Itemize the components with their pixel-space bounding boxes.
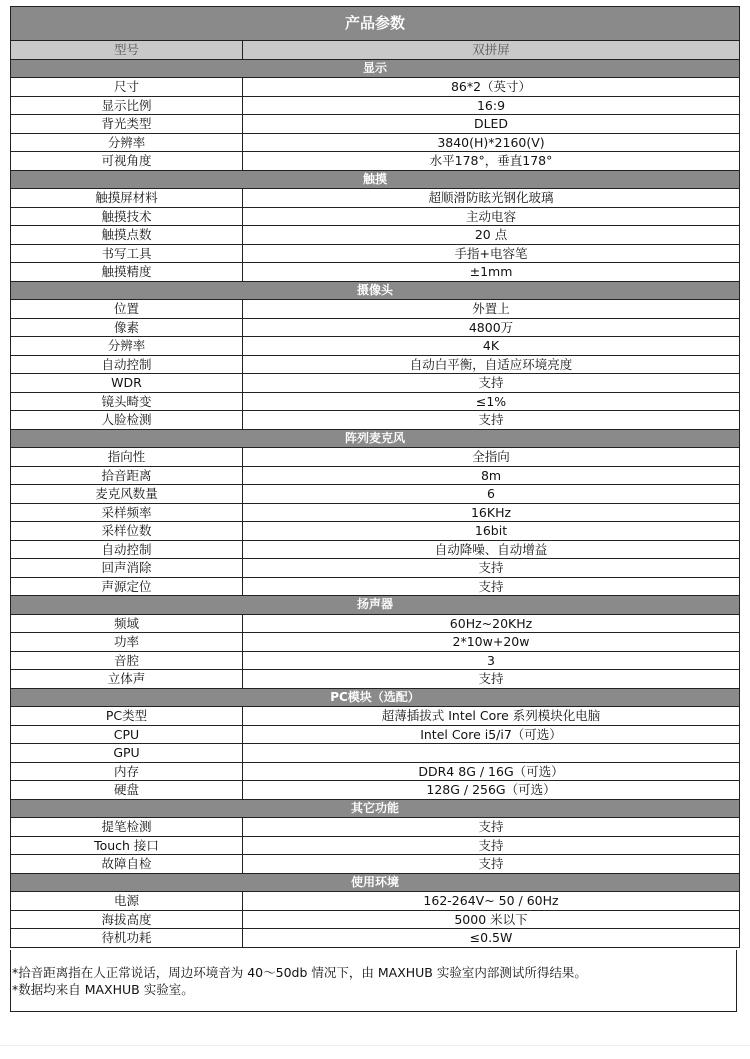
model-value: 双拼屏 xyxy=(243,41,740,60)
spec-row xyxy=(11,466,740,485)
section-header-row xyxy=(11,281,740,300)
spec-label: 人脸检测 xyxy=(11,411,243,430)
spec-row xyxy=(11,411,740,430)
spec-row xyxy=(11,855,740,874)
spec-value: 8m xyxy=(243,466,740,485)
spec-value: DLED xyxy=(243,115,740,134)
spec-label: 位置 xyxy=(11,300,243,319)
section-header-row xyxy=(11,688,740,707)
spec-value: 4K xyxy=(243,337,740,356)
spec-row xyxy=(11,929,740,948)
section-title: 扬声器 xyxy=(11,596,740,615)
spec-value: Intel Core i5/i7（可选） xyxy=(243,725,740,744)
spec-row xyxy=(11,392,740,411)
divider xyxy=(0,1045,750,1046)
section-header-row xyxy=(11,170,740,189)
spec-value: 128G / 256G（可选） xyxy=(243,781,740,800)
spec-value: 162-264V~ 50 / 60Hz xyxy=(243,892,740,911)
footnotes xyxy=(10,950,737,1012)
spec-row xyxy=(11,263,740,282)
spec-row xyxy=(11,836,740,855)
section-title: 摄像头 xyxy=(11,281,740,300)
spec-row xyxy=(11,96,740,115)
spec-label: 触摸精度 xyxy=(11,263,243,282)
spec-label: 功率 xyxy=(11,633,243,652)
model-row xyxy=(11,41,740,60)
spec-label: 触摸点数 xyxy=(11,226,243,245)
footnote: *数据均来自 MAXHUB 实验室。 xyxy=(12,982,194,997)
spec-value: 16KHz xyxy=(243,503,740,522)
spec-row xyxy=(11,707,740,726)
spec-value: 支持 xyxy=(243,577,740,596)
spec-row xyxy=(11,189,740,208)
spec-value: ±1mm xyxy=(243,263,740,282)
spec-value: 自动降噪、自动增益 xyxy=(243,540,740,559)
spec-label: 镜头畸变 xyxy=(11,392,243,411)
spec-row xyxy=(11,781,740,800)
spec-label: 硬盘 xyxy=(11,781,243,800)
spec-value xyxy=(243,744,740,763)
spec-value: 手指+电容笔 xyxy=(243,244,740,263)
spec-value: 支持 xyxy=(243,836,740,855)
spec-label: 故障自检 xyxy=(11,855,243,874)
spec-label: 分辨率 xyxy=(11,337,243,356)
spec-value: 全指向 xyxy=(243,448,740,467)
section-title: 显示 xyxy=(11,59,740,78)
spec-label: 采样位数 xyxy=(11,522,243,541)
spec-value: 3 xyxy=(243,651,740,670)
spec-label: 自动控制 xyxy=(11,540,243,559)
spec-label: 麦克风数量 xyxy=(11,485,243,504)
spec-label: 尺寸 xyxy=(11,78,243,97)
spec-value: ≤1% xyxy=(243,392,740,411)
spec-label: Touch 接口 xyxy=(11,836,243,855)
spec-value: 主动电容 xyxy=(243,207,740,226)
spec-row xyxy=(11,355,740,374)
spec-row xyxy=(11,614,740,633)
spec-value: 支持 xyxy=(243,411,740,430)
spec-label: 背光类型 xyxy=(11,115,243,134)
title-row xyxy=(11,7,740,41)
spec-row xyxy=(11,910,740,929)
section-title: 使用环境 xyxy=(11,873,740,892)
spec-value: 16bit xyxy=(243,522,740,541)
section-header-row xyxy=(11,873,740,892)
section-title: 触摸 xyxy=(11,170,740,189)
model-label: 型号 xyxy=(11,41,243,60)
section-header-row xyxy=(11,799,740,818)
spec-label: 采样频率 xyxy=(11,503,243,522)
spec-row xyxy=(11,374,740,393)
section-title: 其它功能 xyxy=(11,799,740,818)
spec-row xyxy=(11,503,740,522)
spec-value: 2*10w+20w xyxy=(243,633,740,652)
footnote: *拾音距离指在人正常说话，周边环境音为 40～50db 情况下，由 MAXHUB 实验室内部测试所得结果。 xyxy=(12,965,587,980)
spec-row xyxy=(11,892,740,911)
spec-table xyxy=(10,6,740,948)
spec-value: 86*2（英寸） xyxy=(243,78,740,97)
spec-value: 16:9 xyxy=(243,96,740,115)
spec-label: 待机功耗 xyxy=(11,929,243,948)
spec-value: 5000 米以下 xyxy=(243,910,740,929)
spec-value: 6 xyxy=(243,485,740,504)
spec-value: 支持 xyxy=(243,670,740,689)
spec-label: 自动控制 xyxy=(11,355,243,374)
spec-label: 声源定位 xyxy=(11,577,243,596)
spec-label: 海拔高度 xyxy=(11,910,243,929)
spec-row xyxy=(11,818,740,837)
spec-label: 回声消除 xyxy=(11,559,243,578)
spec-value: 自动白平衡，自适应环境亮度 xyxy=(243,355,740,374)
spec-row xyxy=(11,725,740,744)
spec-row xyxy=(11,485,740,504)
spec-value: 支持 xyxy=(243,374,740,393)
spec-value: ≤0.5W xyxy=(243,929,740,948)
spec-row xyxy=(11,651,740,670)
spec-value: 超顺滑防眩光钢化玻璃 xyxy=(243,189,740,208)
spec-label: 电源 xyxy=(11,892,243,911)
spec-row xyxy=(11,244,740,263)
spec-label: 触摸屏材料 xyxy=(11,189,243,208)
spec-row xyxy=(11,133,740,152)
spec-row xyxy=(11,337,740,356)
spec-label: 分辨率 xyxy=(11,133,243,152)
spec-row xyxy=(11,540,740,559)
spec-row xyxy=(11,78,740,97)
spec-row xyxy=(11,207,740,226)
spec-row xyxy=(11,115,740,134)
spec-label: GPU xyxy=(11,744,243,763)
page-title: 产品参数 xyxy=(11,7,740,41)
spec-label: 像素 xyxy=(11,318,243,337)
spec-label: CPU xyxy=(11,725,243,744)
spec-value: 超薄插拔式 Intel Core 系列模块化电脑 xyxy=(243,707,740,726)
section-header-row xyxy=(11,429,740,448)
spec-value: 60Hz~20KHz xyxy=(243,614,740,633)
spec-value: 外置上 xyxy=(243,300,740,319)
spec-label: 书写工具 xyxy=(11,244,243,263)
spec-row xyxy=(11,318,740,337)
spec-row xyxy=(11,744,740,763)
spec-label: 内存 xyxy=(11,762,243,781)
section-header-row xyxy=(11,596,740,615)
spec-value: 支持 xyxy=(243,855,740,874)
spec-label: 音腔 xyxy=(11,651,243,670)
spec-row xyxy=(11,522,740,541)
spec-value: 水平178°，垂直178° xyxy=(243,152,740,171)
spec-label: 触摸技术 xyxy=(11,207,243,226)
spec-row xyxy=(11,226,740,245)
section-title: PC模块（选配） xyxy=(11,688,740,707)
spec-row xyxy=(11,559,740,578)
spec-value: 20 点 xyxy=(243,226,740,245)
spec-value: 4800万 xyxy=(243,318,740,337)
spec-value: 支持 xyxy=(243,559,740,578)
spec-row xyxy=(11,448,740,467)
spec-label: PC类型 xyxy=(11,707,243,726)
spec-row xyxy=(11,762,740,781)
spec-label: 立体声 xyxy=(11,670,243,689)
spec-label: 指向性 xyxy=(11,448,243,467)
spec-value: DDR4 8G / 16G（可选） xyxy=(243,762,740,781)
spec-label: 显示比例 xyxy=(11,96,243,115)
section-header-row xyxy=(11,59,740,78)
spec-row xyxy=(11,670,740,689)
spec-label: 频域 xyxy=(11,614,243,633)
spec-value: 支持 xyxy=(243,818,740,837)
spec-label: 可视角度 xyxy=(11,152,243,171)
spec-value: 3840(H)*2160(V) xyxy=(243,133,740,152)
spec-row xyxy=(11,633,740,652)
spec-sheet xyxy=(10,6,739,948)
spec-label: 提笔检测 xyxy=(11,818,243,837)
spec-label: WDR xyxy=(11,374,243,393)
section-title: 阵列麦克风 xyxy=(11,429,740,448)
spec-label: 拾音距离 xyxy=(11,466,243,485)
spec-row xyxy=(11,577,740,596)
spec-row xyxy=(11,300,740,319)
spec-row xyxy=(11,152,740,171)
